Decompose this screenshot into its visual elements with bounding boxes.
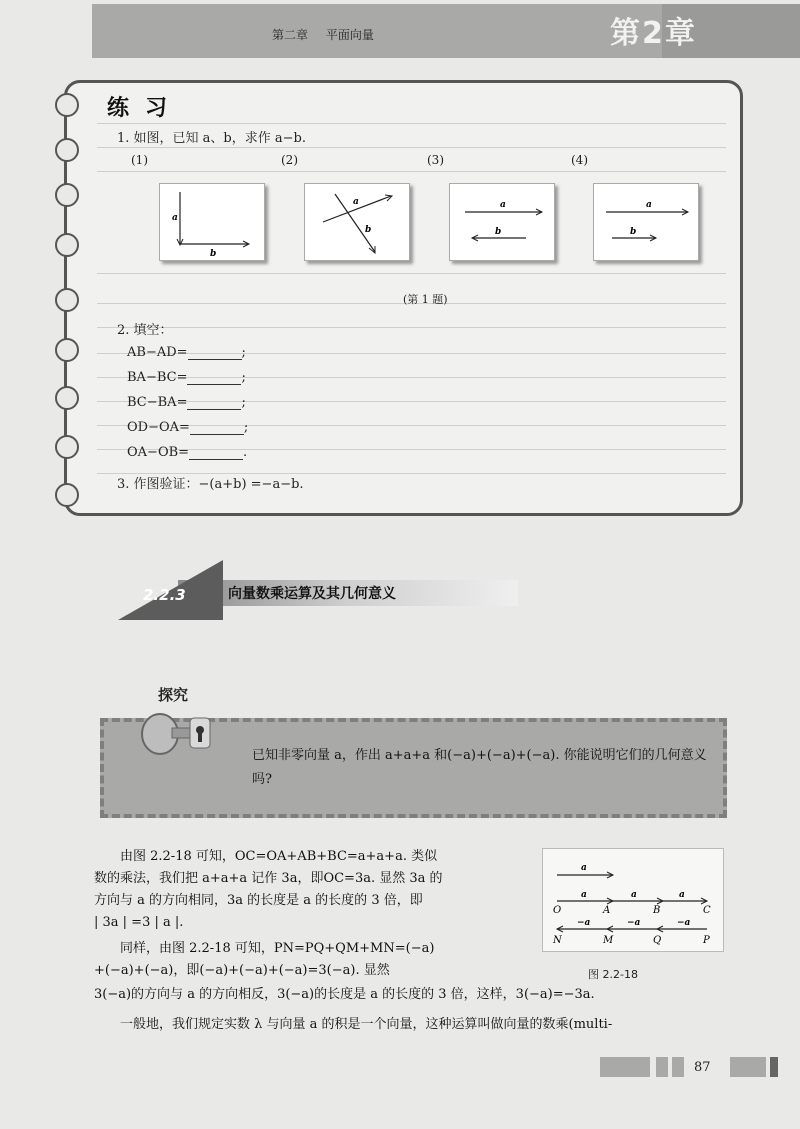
section-title: 向量数乘运算及其几何意义 <box>228 586 396 602</box>
section-banner <box>118 560 473 620</box>
svg-text:a: a <box>353 197 359 207</box>
svg-text:P: P <box>703 935 710 946</box>
binder-ring <box>55 483 79 507</box>
body-line: +(−a)+(−a)，即(−a)+(−a)+(−a)=3(−a). 显然 <box>94 963 390 978</box>
svg-text:O: O <box>553 905 562 916</box>
svg-text:A: A <box>603 905 611 916</box>
body-line: 数的乘法，我们把 a+a+a 记作 3a，即OC=3a. 显然 3a 的 <box>94 871 443 886</box>
chapter-label: 第二章 <box>272 28 309 42</box>
sub-label-1: (1) <box>131 153 148 167</box>
svg-text:b: b <box>630 227 637 237</box>
vector-diagram <box>450 184 554 260</box>
key-lock-icon <box>138 682 218 762</box>
exercise-figure-2 <box>304 183 410 261</box>
figure-caption: 图 2.2-18 <box>588 968 638 981</box>
answer-blank[interactable] <box>188 347 242 360</box>
svg-text:a: a <box>581 863 587 873</box>
binder-ring <box>55 93 79 117</box>
svg-text:−a: −a <box>627 918 641 928</box>
question-2: 2. 填空： <box>117 323 173 338</box>
answer-blank[interactable] <box>187 372 241 385</box>
header-chapter <box>272 26 388 43</box>
footer-bar <box>656 1057 668 1077</box>
binder-ring <box>55 183 79 207</box>
fill-item: OD−OA= ; <box>127 420 249 435</box>
svg-text:−a: −a <box>577 918 591 928</box>
exercise-figure-1 <box>159 183 265 261</box>
vector-multiplication-diagram <box>543 849 723 951</box>
fig-label-a: a <box>172 213 178 223</box>
exercise-figure-3 <box>449 183 555 261</box>
fill-item: BC−BA= ; <box>127 395 246 410</box>
chapter-tag: 第2章 <box>610 16 697 51</box>
chapter-title: 平面向量 <box>325 28 374 42</box>
explore-text: 已知非零向量 a，作出 a+a+a 和(−a)+(−a)+(−a). 你能说明它们的几何意义吗? <box>252 748 707 787</box>
binder-ring <box>55 138 79 162</box>
figure-2-2-18 <box>542 848 724 952</box>
svg-text:C: C <box>703 905 711 916</box>
svg-text:a: a <box>581 890 587 900</box>
body-line: 一般地，我们规定实数 λ 与向量 a 的积是一个向量，这种运算叫做向量的数乘(multi- <box>120 1017 613 1032</box>
sub-label-2: (2) <box>281 153 298 167</box>
svg-text:a: a <box>679 890 685 900</box>
body-line: | 3a | =3 | a |. <box>94 915 184 930</box>
binder-ring <box>55 233 79 257</box>
answer-blank[interactable] <box>187 397 241 410</box>
svg-text:B: B <box>653 905 661 916</box>
body-line: 同样，由图 2.2-18 可知，PN=PQ+QM+MN=(−a) <box>120 941 435 956</box>
answer-blank[interactable] <box>189 447 243 460</box>
binder-ring <box>55 435 79 459</box>
footer-bar <box>770 1057 778 1077</box>
svg-text:a: a <box>631 890 637 900</box>
svg-text:−a: −a <box>677 918 691 928</box>
figure-caption: (第 1 题) <box>403 293 448 306</box>
section-number: 2.2.3 <box>143 586 186 604</box>
svg-text:M: M <box>603 935 614 946</box>
svg-text:b: b <box>365 225 372 235</box>
body-line: 3(−a)的方向与 a 的方向相反，3(−a)的长度是 a 的长度的 3 倍，这样，3(−a)=−3a. <box>94 987 595 1002</box>
body-line: 方向与 a 的方向相同，3a 的长度是 a 的长度的 3 倍，即 <box>94 893 423 908</box>
vector-diagram <box>594 184 698 260</box>
question-3: 3. 作图验证：−(a+b) =−a−b. <box>117 477 304 492</box>
svg-text:N: N <box>553 935 562 946</box>
exercise-figure-4 <box>593 183 699 261</box>
exercise-title: 练习 <box>107 95 184 121</box>
svg-text:a: a <box>500 200 506 210</box>
footer-bar <box>600 1057 650 1077</box>
sub-label-4: (4) <box>571 153 588 167</box>
fig-label-b: b <box>210 249 217 259</box>
fill-item: OA−OB= . <box>127 445 248 460</box>
question-1: 1. 如图，已知 a、b，求作 a−b. <box>117 131 306 146</box>
svg-text:b: b <box>495 227 502 237</box>
fill-item: AB−AD= ; <box>127 345 246 360</box>
footer-bar <box>672 1057 684 1077</box>
svg-text:a: a <box>646 200 652 210</box>
vector-diagram <box>305 184 409 260</box>
svg-text:Q: Q <box>653 935 662 946</box>
exercise-box <box>64 80 743 516</box>
page-number: 87 <box>694 1060 711 1075</box>
body-line: 由图 2.2-18 可知，OC=OA+AB+BC=a+a+a. 类似 <box>120 849 438 864</box>
binder-ring <box>55 386 79 410</box>
sub-label-3: (3) <box>427 153 444 167</box>
footer-bar <box>730 1057 766 1077</box>
explore-tag: 探究 <box>158 686 189 704</box>
fill-item: BA−BC= ; <box>127 370 246 385</box>
vector-diagram <box>160 184 264 260</box>
binder-ring <box>55 338 79 362</box>
answer-blank[interactable] <box>190 422 244 435</box>
binder-ring <box>55 288 79 312</box>
